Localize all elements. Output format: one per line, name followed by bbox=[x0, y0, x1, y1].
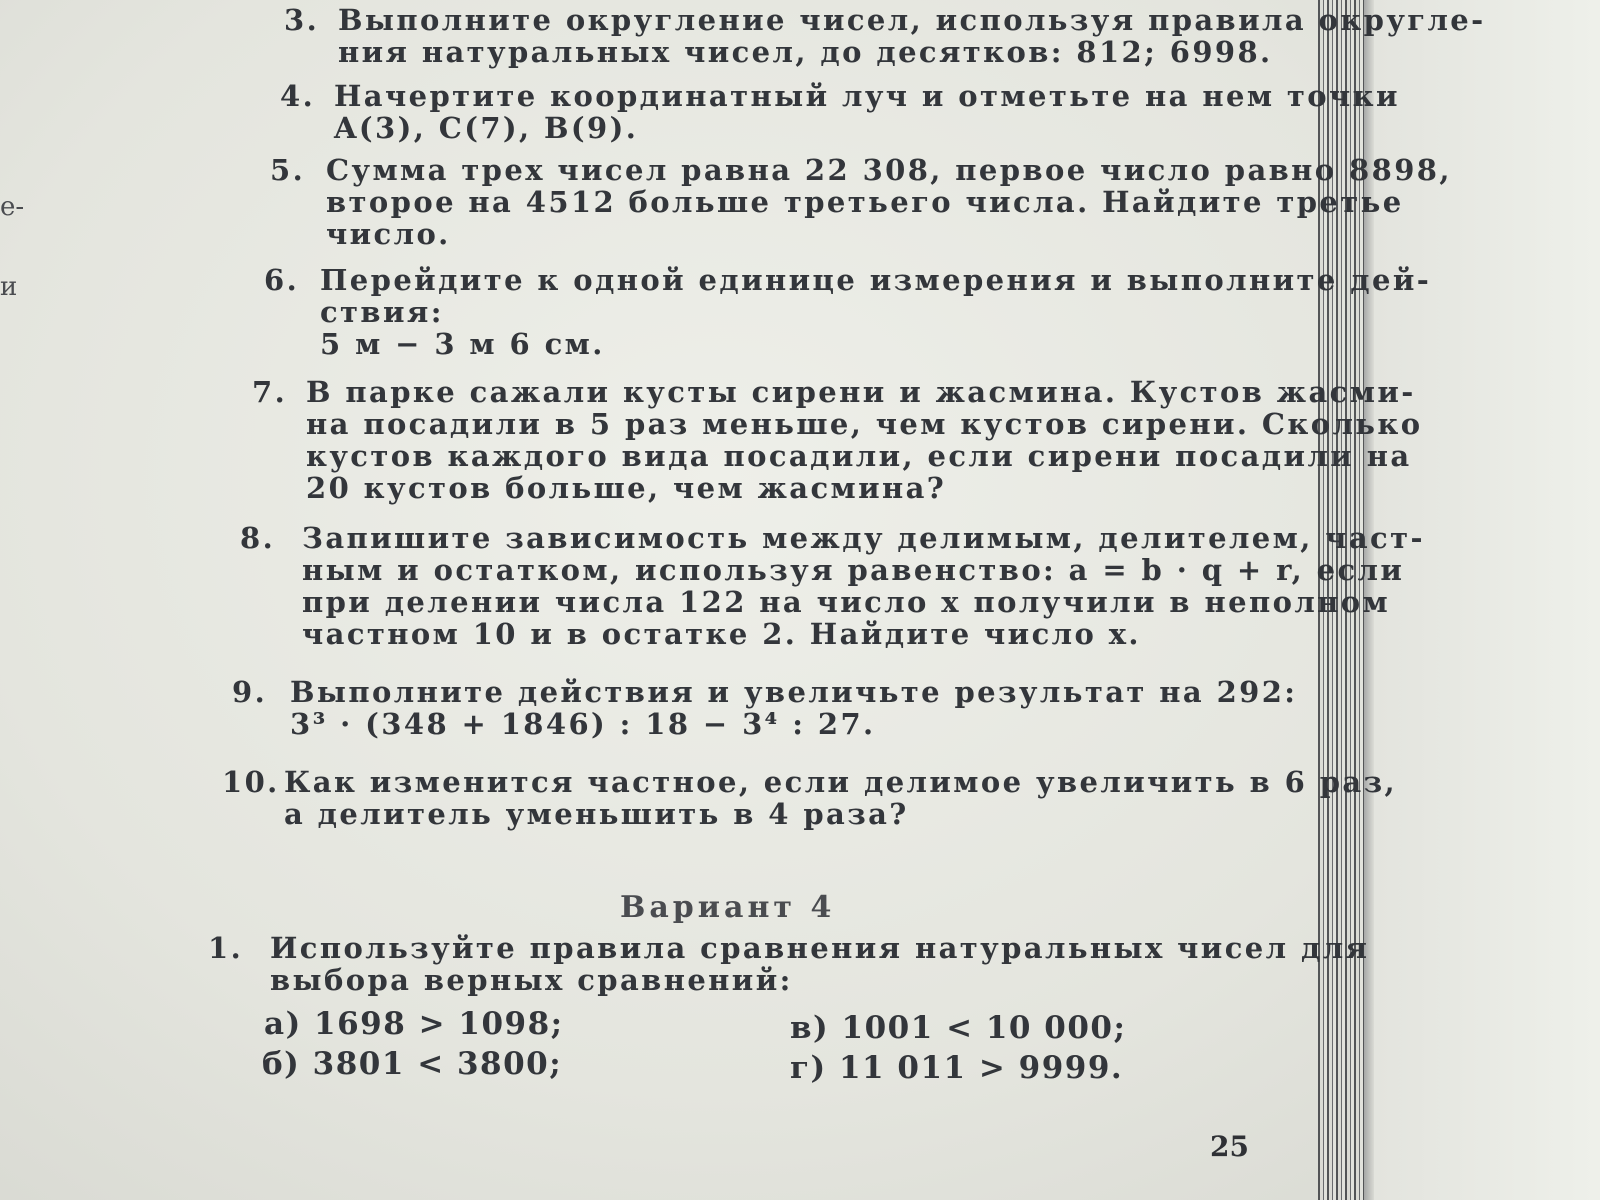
task-line: Как изменится частное, если делимое увеличить в 6 раз, bbox=[284, 765, 1397, 799]
task-line: частном 10 и в остатке 2. Найдите число x. bbox=[302, 617, 1141, 651]
task-line: 3³ · (348 + 1846) : 18 − 3⁴ : 27. bbox=[290, 707, 876, 741]
task-line: A(3), C(7), B(9). bbox=[334, 111, 639, 145]
margin-mark-2: и bbox=[0, 272, 18, 302]
task-line: Используйте правила сравнения натуральных чисел для bbox=[270, 931, 1370, 965]
task-line: Перейдите к одной единице измерения и выполните дей- bbox=[320, 263, 1432, 297]
task-10 bbox=[222, 765, 1397, 831]
task-line: при делении числа 122 на число x получили в неполном bbox=[302, 585, 1391, 619]
task-line: второе на 4512 больше третьего числа. Найдите третье bbox=[326, 185, 1404, 219]
option-b: б) 3801 < 3800; bbox=[262, 1046, 563, 1082]
task-line: В парке сажали кусты сирени и жасмина. Кустов жасми- bbox=[306, 375, 1416, 409]
task-line: на посадили в 5 раз меньше, чем кустов сирени. Сколько bbox=[306, 407, 1423, 441]
margin-mark-1: е- bbox=[0, 192, 25, 222]
option-g: г) 11 011 > 9999. bbox=[790, 1050, 1124, 1086]
task-line: а делитель уменьшить в 4 раза? bbox=[284, 797, 909, 831]
page-number: 25 bbox=[1210, 1130, 1249, 1163]
task-line: число. bbox=[326, 217, 451, 251]
option-v: в) 1001 < 10 000; bbox=[790, 1010, 1127, 1046]
task-number: 10. bbox=[222, 765, 280, 799]
task-line: 20 кустов больше, чем жасмина? bbox=[306, 471, 947, 505]
task-4 bbox=[280, 79, 1400, 145]
task-number: 7. bbox=[252, 375, 288, 409]
task-number: 4. bbox=[280, 79, 316, 113]
task-8 bbox=[240, 521, 1425, 651]
task-6 bbox=[264, 263, 1432, 361]
task-line: ствия: bbox=[320, 295, 444, 329]
task-number: 3. bbox=[284, 3, 320, 37]
task-9 bbox=[232, 675, 1298, 741]
task-number: 9. bbox=[232, 675, 268, 709]
task-number: 8. bbox=[240, 521, 276, 555]
task-line: кустов каждого вида посадили, если сирени посадили на bbox=[306, 439, 1412, 473]
task-3 bbox=[284, 3, 1486, 69]
task-line: Запишите зависимость между делимым, делителем, част- bbox=[302, 521, 1425, 555]
option-a: а) 1698 > 1098; bbox=[264, 1006, 564, 1042]
task-number: 5. bbox=[270, 153, 306, 187]
task-line: Выполните действия и увеличьте результат на 292: bbox=[290, 675, 1298, 709]
task-line: Начертите координатный луч и отметьте на нем точки bbox=[334, 79, 1400, 113]
variant-title: Вариант 4 bbox=[620, 890, 836, 925]
task-line: ным и остатком, используя равенство: a = b · q + r, если bbox=[302, 553, 1405, 587]
task-number: 6. bbox=[264, 263, 300, 297]
task-line: 5 м − 3 м 6 см. bbox=[320, 327, 605, 361]
task-7 bbox=[252, 375, 1423, 505]
task-number: 1. bbox=[208, 931, 244, 965]
variant4-task-1 bbox=[208, 931, 1370, 997]
task-line: ния натуральных чисел, до десятков: 812; 6998. bbox=[338, 35, 1273, 69]
task-line: Сумма трех чисел равна 22 308, первое число равно 8898, bbox=[326, 153, 1452, 187]
task-5 bbox=[270, 153, 1452, 251]
task-line: выбора верных сравнений: bbox=[270, 963, 793, 997]
task-line: Выполните округление чисел, используя правила округле- bbox=[338, 3, 1486, 37]
